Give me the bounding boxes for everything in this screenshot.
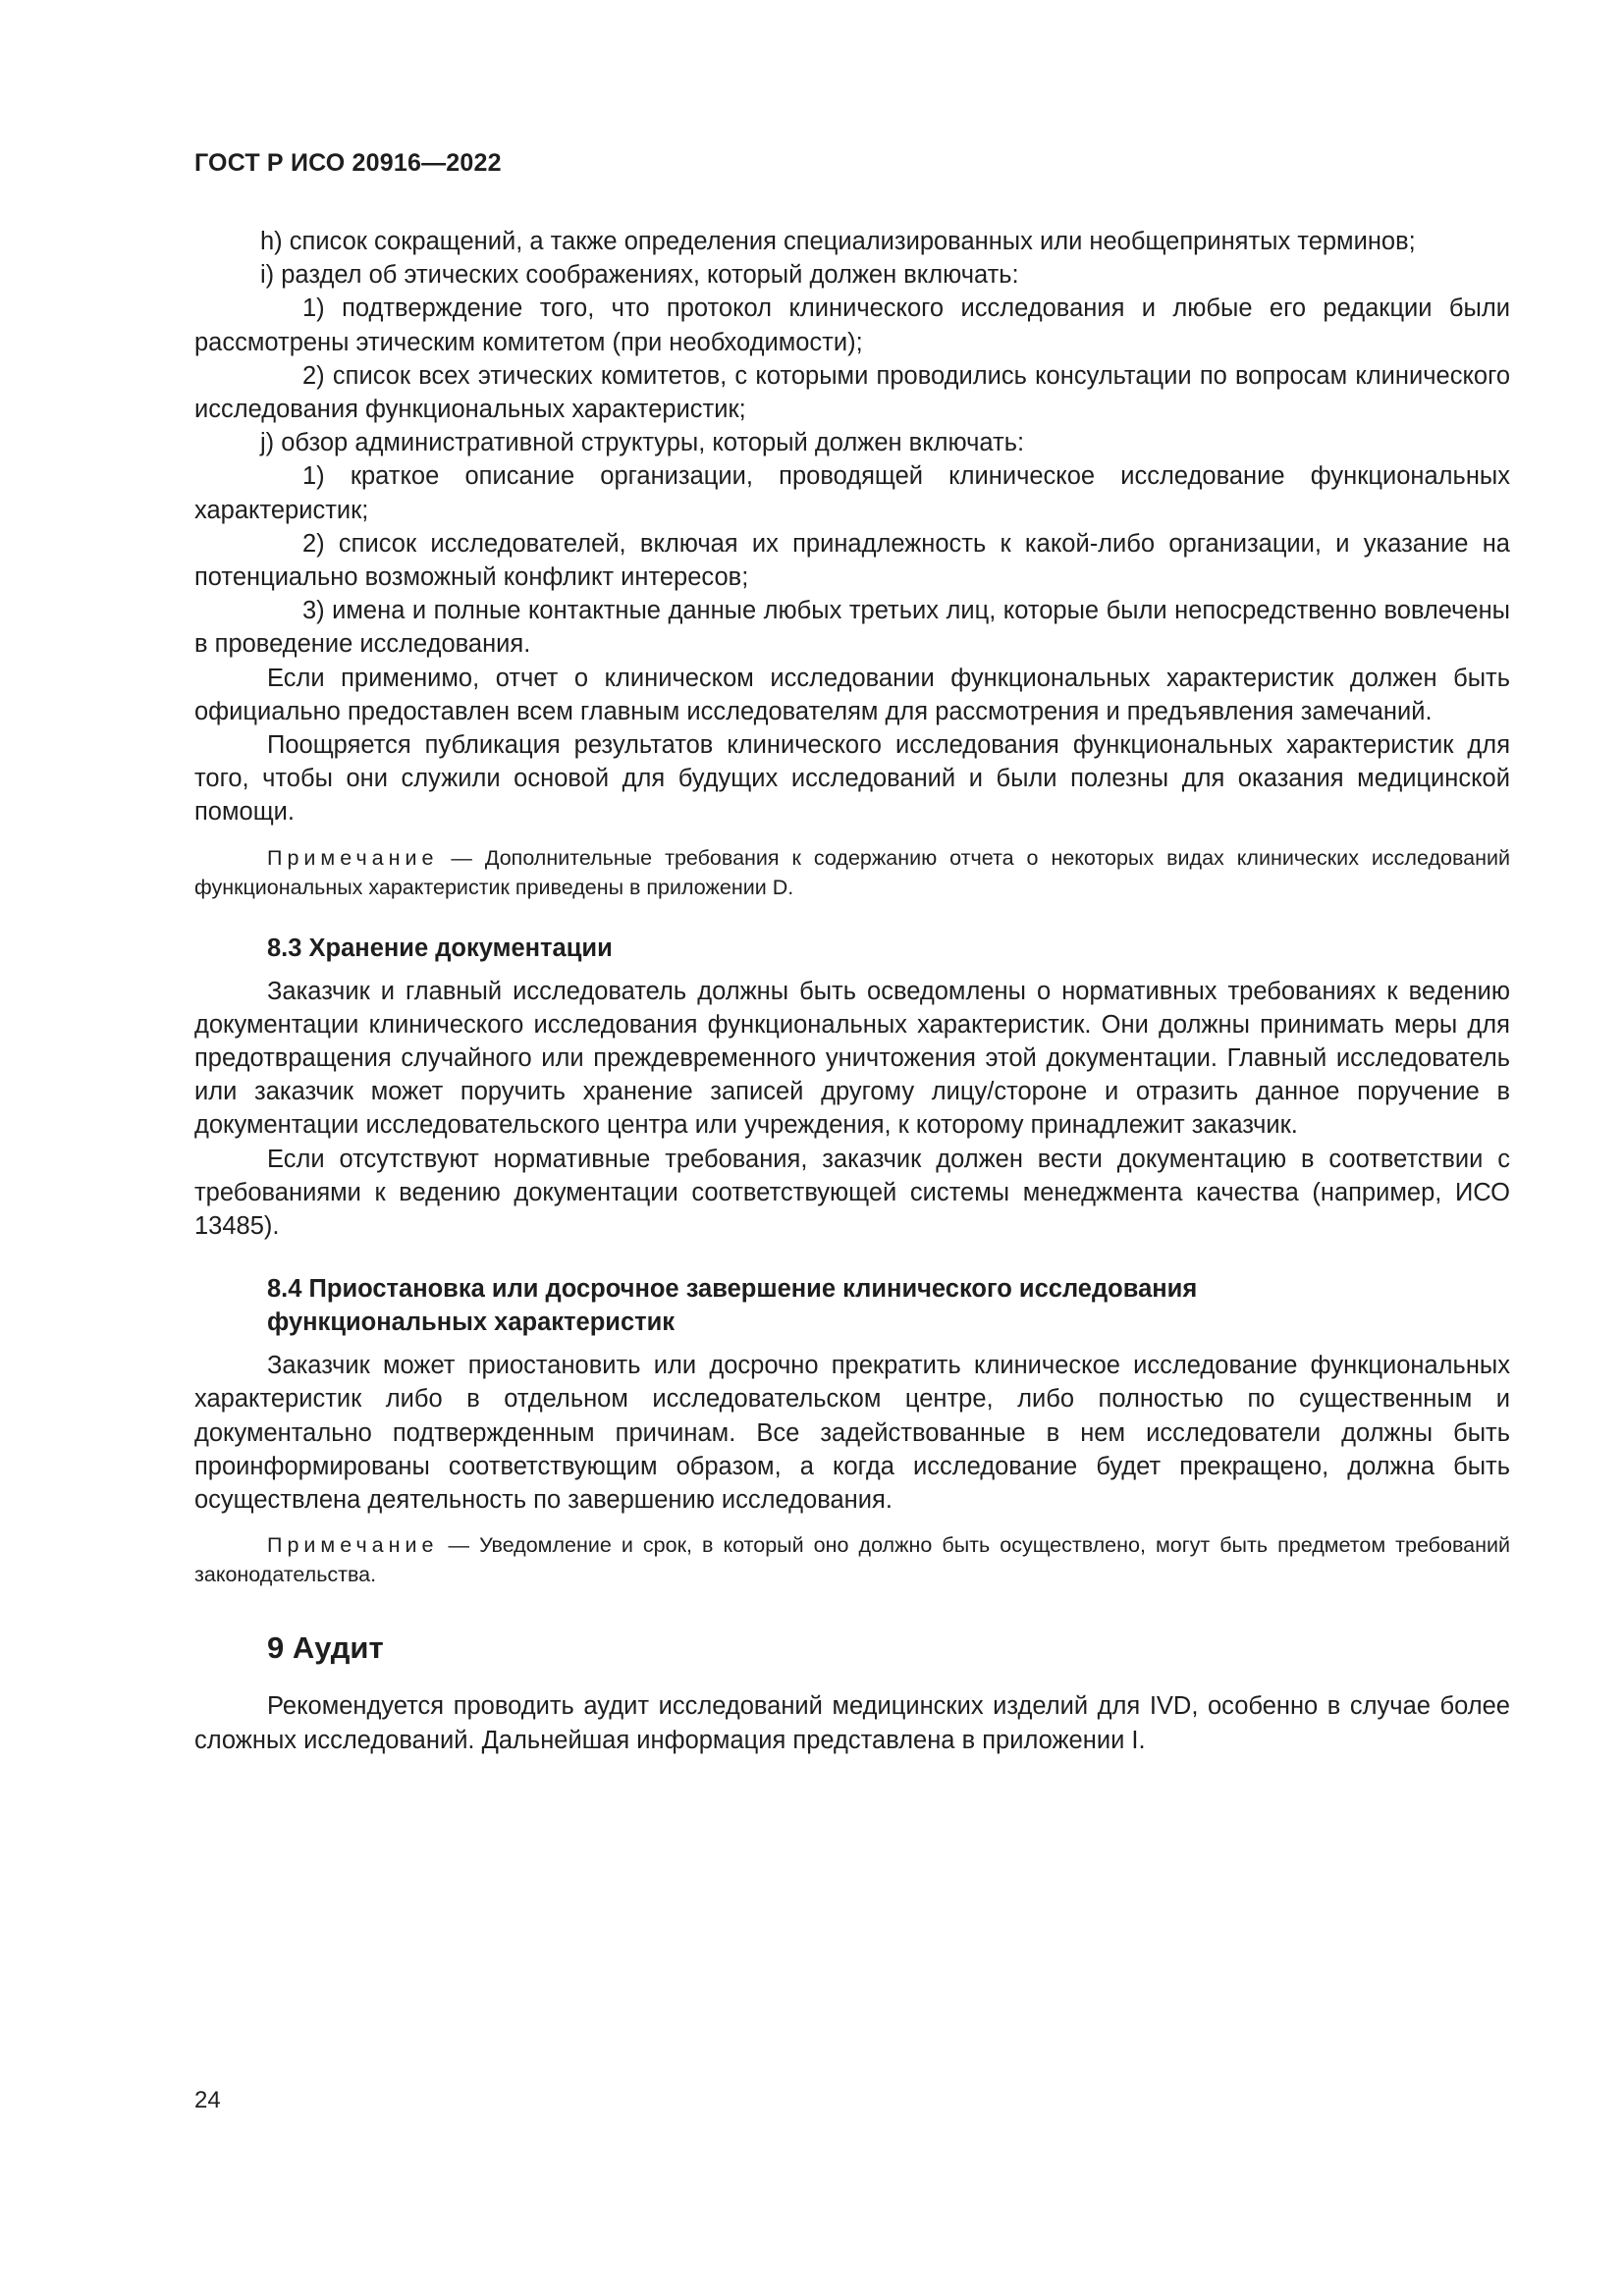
note-label: Примечание <box>267 1533 439 1558</box>
note-text: — Уведомление и срок, в который оно должно быть осуществлено, могут быть предметом требований законодательства. <box>194 1533 1510 1587</box>
section-8-4-title-line-1: 8.4 Приостановка или досрочное завершение клинического исследования <box>267 1275 1198 1304</box>
paragraph-publication: Поощряется публикация результатов клинического исследования функциональных характеристик для того, чтобы они служили основой для будущих исследований и были полезны для оказания медицинской помощи. <box>194 731 1510 827</box>
list-item-j-1: 1) краткое описание организации, проводящей клиническое исследование функциональных характеристик; <box>194 462 1510 524</box>
list-item-i: i) раздел об этических соображениях, который должен включать: <box>260 261 1019 290</box>
section-8-3-paragraph-2: Если отсутствуют нормативные требования, заказчик должен вести документацию в соответствии с требованиями к ведению документации соответствующей системы менеджмента качества (например, ИСО 13485). <box>194 1145 1510 1241</box>
section-8-3-paragraph-1: Заказчик и главный исследователь должны быть осведомлены о нормативных требованиях к ведению документации клинического исследования функциональных характеристик. Они должны принимать меры для предотвращения случайного или преждевременного уничтожения этой документации. Главный исследователь или заказчик может поручить хранение записей другому лицу/стороне и отразить данное поручение в документации исследовательского центра или учреждения, к которому принадлежит заказчик. <box>194 977 1510 1140</box>
note-appendix-d <box>194 843 1510 902</box>
note-legislation <box>194 1530 1510 1589</box>
section-9-title: 9 Аудит <box>267 1630 384 1666</box>
note-text: — Дополнительные требования к содержанию отчета о некоторых видах клинических исследований функциональных характеристик приведены в приложении D. <box>194 845 1510 899</box>
list-item-j: j) обзор административной структуры, который должен включать: <box>260 429 1025 457</box>
list-item-i-2: 2) список всех этических комитетов, с которыми проводились консультации по вопросам клинического исследования функциональных характеристик; <box>194 361 1510 424</box>
section-8-4-paragraph-1: Заказчик может приостановить или досрочно прекратить клиническое исследование функциональных характеристик либо в отдельном исследовательском центре, либо полностью по существенным и документально подтвержденным причинам. Все задействованные в нем исследователи должны быть проинформированы соответствующим образом, а когда исследование будет прекращено, должна быть осуществлена деятельность по завершению исследования. <box>194 1352 1510 1515</box>
document-code-header: ГОСТ Р ИСО 20916—2022 <box>194 149 502 177</box>
list-item-j-3: 3) имена и полные контактные данные любых третьих лиц, которые были непосредственно вовлечены в проведение исследования. <box>194 597 1510 659</box>
list-item-i-1: 1) подтверждение того, что протокол клинического исследования и любые его редакции были рассмотрены этическим комитетом (при необходимости); <box>194 294 1510 356</box>
section-8-4-title <box>267 1272 1510 1339</box>
section-8-3-title: 8.3 Хранение документации <box>267 934 613 962</box>
section-8-4-title-line-2: функциональных характеристик <box>267 1308 676 1337</box>
paragraph-report-provision: Если применимо, отчет о клиническом исследовании функциональных характеристик должен быть официально предоставлен всем главным исследователям для рассмотрения и предъявления замечаний. <box>194 664 1510 725</box>
list-item-h: h) список сокращений, а также определения специализированных или необщепринятых терминов; <box>260 228 1416 255</box>
document-body <box>194 225 1510 1757</box>
page-number: 24 <box>194 2087 221 2113</box>
note-label: Примечание <box>267 845 439 870</box>
list-item-j-2: 2) список исследователей, включая их принадлежность к какой-либо организации, и указание на потенциально возможный конфликт интересов; <box>194 529 1510 592</box>
section-9-paragraph-1: Рекомендуется проводить аудит исследований медицинских изделий для IVD, особенно в случае более сложных исследований. Дальнейшая информация представлена в приложении I. <box>194 1692 1510 1754</box>
